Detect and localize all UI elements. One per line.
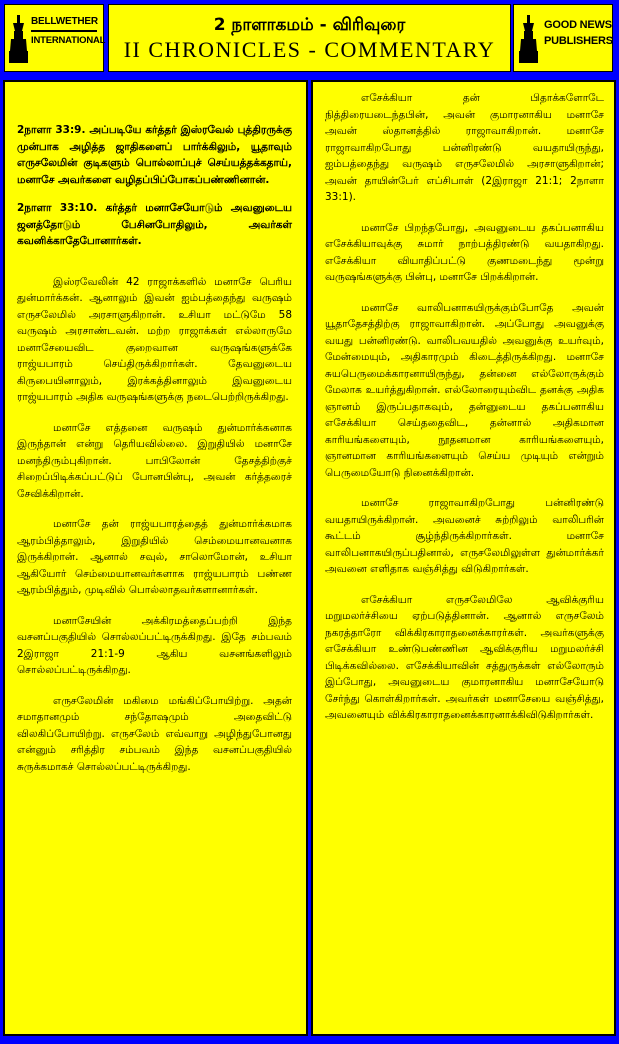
commentary-paragraph: எருசலேமின் மகிமை மங்கிப்போயிற்று. அதன் சமாதானமும் சந்தோஷமும் அதைவிட்டு விலகிப்போயிற்று. எருசலேம் எவ்வாறு அழிந்துபோனது என்னும் சரித்திர சம்பவம் இந்த வசனப்பகுதியில் சுருக்கமாகச் சொல்லப்பட்டிருக்கிறது. [17, 694, 292, 773]
verse-text: 2நாளா 33:10. கர்த்தர் மனாசேயோடும் அவனுடைய ஜனத்தோடும் பேசினபோதிலும், அவர்கள் கவனிக்காதேபோனார்கள். [17, 202, 292, 247]
page-title-english: II CHRONICLES - COMMENTARY [123, 37, 496, 62]
good-news-logo [513, 4, 613, 72]
left-column [3, 80, 308, 1036]
logo-divider [31, 30, 97, 32]
bellwether-logo [4, 4, 104, 72]
verse-text: 2நாளா 33:9. அப்படியே கர்த்தர் இஸ்ரவேல் புத்திரருக்கு முன்பாக அழித்த ஜாதிகளைப் பார்க்கிலும், யூதாவும் எருசலேமின் குடிகளும் பொல்லாப்புச் செய்யத்தக்கதாய், மனாசே அவர்களை வழிதப்பிப்போகப்பண்ணினான். [17, 124, 292, 186]
commentary-paragraph: மனாசே எத்தனை வருஷம் துன்மார்க்கனாக இருந்தான் என்று தெரியவில்லை. இறுதியில் மனாசே மனந்திரும்புகிறான். பாபிலோன் தேசத்திற்குச் சிறைப்பிடிக்கப்பட்டுப் போனபின்பு, அவன் கர்த்தரைச் சேவிக்கிறான். [17, 421, 292, 500]
page-header [0, 0, 619, 76]
right-column [311, 80, 616, 1036]
publisher-right-line1: GOOD NEWS [544, 19, 612, 31]
publisher-right-line2: PUBLISHERS [544, 35, 613, 47]
commentary-paragraph: எசேக்கியா எருசலேமிலே ஆவிக்குரிய மறுமலர்ச்சியை ஏற்படுத்தினான். ஆனால் எருசலேம் நகரத்தாரோ விக்கிரகாராதனைக்காரர்கள். அவர்களுக்கு எசேக்கியா உண்டுபண்ணின ஆவிக்குரிய மறுமலர்ச்சி பிடிக்கவில்லை. எசேக்கியாவின் சத்துருக்கள் எல்லோரும் இப்போது, அவனுடைய குமாரனாகிய மனாசேயோடு சேர்ந்து கொள்கிறார்கள். அவர்கள் மனாசேயை வஞ்சித்து, அவனையும் விக்கிரகாராதனைக்காரனாக்கிவிடுகிறார்கள். [325, 593, 604, 721]
commentary-paragraph: இஸ்ரவேலின் 42 ராஜாக்களில் மனாசே பெரிய துன்மார்க்கன். ஆனாலும் இவன் ஐம்பத்தைந்து வருஷம் எருசலேமில் அரசாளுகிறான். உசியா மட்டுமே 58 வருஷம் அரசாண்டவன். மற்ற ராஜாக்கள் எல்லாருமே மனாசேயைவிட குறைவான வருஷங்களுக்கே ராஜ்யபாரம் செய்திருக்கிறார்கள். தேவனுடைய கிருபையினாலும், இரக்கத்தினாலும் இவனுடைய ராஜ்யபாரம் அதிக வருஷங்களுக்கு நடைபெற்றிருக்கிறது. [17, 275, 292, 403]
commentary-paragraph: மனாசே பிறந்தபோது, அவனுடைய தகப்பனாகிய எசேக்கியாவுக்கு சுமார் நாற்பத்திரண்டு வயதாகிறது. எசேக்கியா வியாதிப்பட்டு குணமடைந்து மூன்று வருஷங்களுக்கு பின்பு, மனாசே பிறக்கிறான். [325, 221, 604, 283]
commentary-paragraph: எசேக்கியா தன் பிதாக்களோடே நித்திரையடைந்தபின், அவன் குமாரனாகிய மனாசே அவன் ஸ்தானத்தில் ராஜாவாகிறான். மனாசே ராஜாவாகிறபோது பன்னிரண்டு வயதாயிருந்து, ஐம்பத்தைந்து வருஷம் எருசலேமில் அரசாளுகிறான்; அவன் தாயின்பேர் எப்சிபாள் (2இராஜா 21:1; 2நாளா 33:1). [325, 92, 604, 203]
commentary-paragraph: மனாசேயின் அக்கிரமத்தைப்பற்றி இந்த வசனப்பகுதியில் சொல்லப்பட்டிருக்கிறது. இதே சம்பவம் 2இராஜா 21:1-9 ஆகிய வசனங்களிலும் சொல்லப்பட்டிருக்கிறது. [17, 614, 292, 676]
title-banner [108, 4, 511, 72]
publisher-left-line2: INTERNATIONAL [31, 35, 106, 46]
commentary-paragraph: மனாசே ராஜாவாகிறபோது பன்னிரண்டு வயதாயிருக்கிறான். அவனைச் சுற்றிலும் வாலிபரின் கூட்டம் சூழ்ந்திருக்கிறார்கள். மனாசே வாலிபனாகயிருப்பதினால், எருசலேமிலுள்ள துன்மார்க்கர் அவனை எளிதாக வஞ்சித்து விடுகிறார்கள். [325, 497, 604, 575]
commentary-paragraph: மனாசே தன் ராஜ்யபாரத்தைத் துன்மார்க்கமாக ஆரம்பித்தாலும், இறுதியில் செம்மையானவனாக இருக்கிறான். ஆனால் சவுல், சாலொமோன், உசியா ஆகியோர் செம்மையானவர்களாக ராஜ்யபாரம் பண்ண ஆரம்பித்தும், முடிவில் பொல்லாதவர்களானார்கள். [17, 518, 292, 596]
page-title-tamil: 2 நாளாகமம் - விரிவுரை [213, 15, 406, 35]
commentary-paragraph: மனாசே வாலிபனாகயிருக்கும்போதே அவன் யூதாதேசத்திற்கு ராஜாவாகிறான். அப்போது அவனுக்கு வயது பன்னிரண்டு. வாலிபவயதில் அவனுக்கு உயர்வும், மேன்மையும், அதிகாரமும் கிடைத்திருக்கிறது. மனாசே சுயபெருமைக்காரனாயிருந்து, தன்னை எல்லோருக்கும் மேலாக உயர்த்துகிறான். எல்லோரையும்விட தனக்கு அதிக ஞானம் இருப்பதாகவும், தன்னுடைய தகப்பனாகிய எசேக்கியா செய்ததைவிட, தன்னால் அதிகமான காரியங்களையும், நூதனமான காரியங்களையும், ஞானமான காரியங்களையும் செய்ய முடியும் என்றும் பெருமையோடு நினைக்கிறான். [325, 301, 604, 479]
publisher-left-line1: BELLWETHER [31, 16, 98, 27]
